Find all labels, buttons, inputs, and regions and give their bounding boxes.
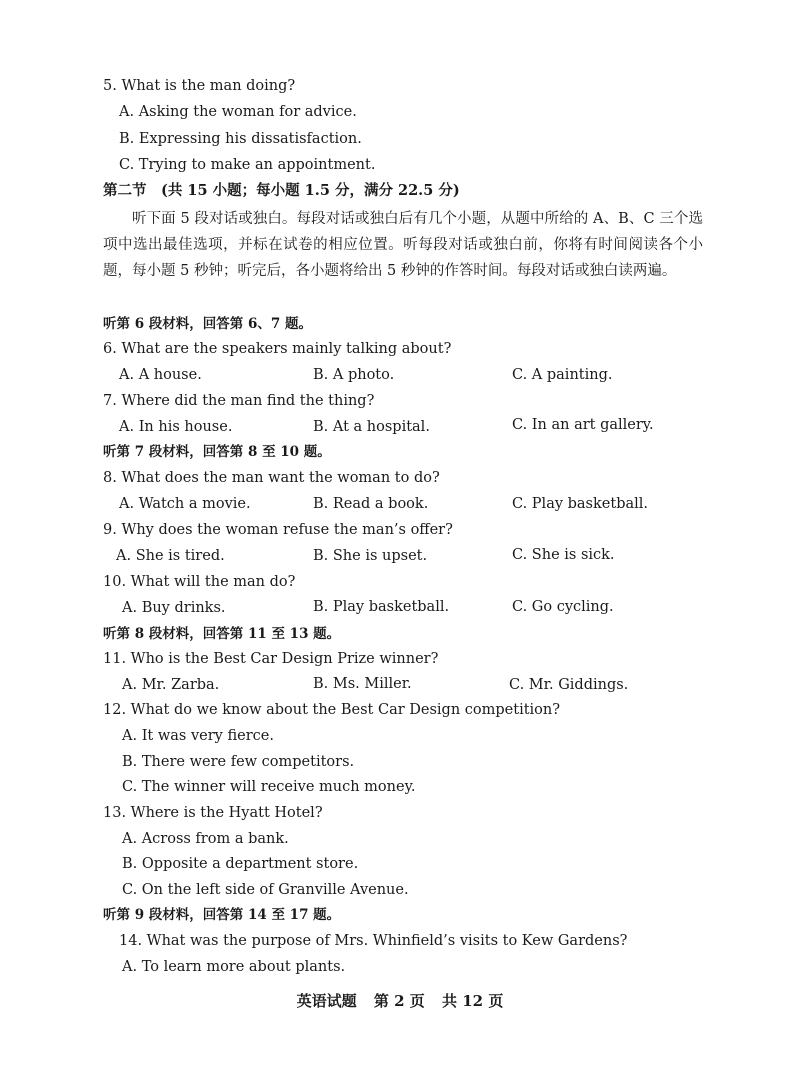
q7-option-a: A. In his house.	[119, 419, 233, 435]
q9-option-c: C. She is sick.	[512, 547, 615, 563]
q11-option-c: C. Mr. Giddings.	[509, 677, 629, 693]
question-7: 7. Where did the man find the thing?	[103, 393, 375, 409]
q10-option-a: A. Buy drinks.	[122, 600, 226, 616]
question-8: 8. What does the man want the woman to do?	[103, 470, 440, 486]
q6-option-b: B. A photo.	[313, 367, 395, 383]
question-6: 6. What are the speakers mainly talking about?	[103, 341, 452, 357]
question-9: 9. Why does the woman refuse the man’s offer?	[103, 522, 453, 538]
question-11: 11. Who is the Best Car Design Prize winner?	[103, 651, 439, 667]
q8-option-a: A. Watch a movie.	[119, 496, 251, 512]
q9-option-a: A. She is tired.	[116, 548, 225, 564]
q8-option-b: B. Read a book.	[313, 496, 429, 512]
q6-option-a: A. A house.	[119, 367, 202, 383]
question-14: 14. What was the purpose of Mrs. Whinfield’s visits to Kew Gardens?	[119, 933, 628, 949]
q5-option-a: A. Asking the woman for advice.	[119, 104, 357, 120]
material-9-heading: 听第 9 段材料，回答第 14 至 17 题。	[103, 907, 341, 923]
q11-option-a: A. Mr. Zarba.	[122, 677, 220, 693]
q11-option-b: B. Ms. Miller.	[313, 676, 412, 692]
q13-option-b: B. Opposite a department store.	[122, 856, 359, 872]
material-6-heading: 听第 6 段材料，回答第 6、7 题。	[103, 316, 312, 332]
q12-option-c: C. The winner will receive much money.	[122, 779, 416, 795]
page-footer	[0, 990, 800, 1011]
question-13: 13. Where is the Hyatt Hotel?	[103, 805, 323, 821]
material-8-heading: 听第 8 段材料，回答第 11 至 13 题。	[103, 626, 341, 642]
section-2-instructions: 听下面 5 段对话或独白。每段对话或独白后有几个小题，从题中所给的 A、B、C 三个选项中选出最佳选项，并标在试卷的相应位置。听每段对话或独白前，你将有时间阅读各个小题，每小题 5 秒钟；听完后，各小题将给出 5 秒钟的作答时间。每段对话或独白读两遍。	[103, 211, 703, 279]
footer-subject: 英语试题	[296, 992, 357, 1010]
q8-option-c: C. Play basketball.	[512, 496, 649, 512]
q5-option-c: C. Trying to make an appointment.	[119, 157, 376, 173]
q7-option-c: C. In an art gallery.	[512, 417, 654, 433]
q13-option-c: C. On the left side of Granville Avenue.	[122, 882, 409, 898]
q14-option-a: A. To learn more about plants.	[122, 959, 346, 975]
section-2-heading: 第二节 (共 15 小题；每小题 1.5 分，满分 22.5 分)	[103, 182, 460, 199]
q9-option-b: B. She is upset.	[313, 548, 428, 564]
footer-page-number: 第 2 页	[373, 992, 425, 1010]
material-7-heading: 听第 7 段材料，回答第 8 至 10 题。	[103, 444, 331, 460]
q7-option-b: B. At a hospital.	[313, 419, 430, 435]
q5-option-b: B. Expressing his dissatisfaction.	[119, 131, 362, 147]
footer-total-pages: 共 12 页	[442, 992, 504, 1010]
q12-option-b: B. There were few competitors.	[122, 754, 355, 770]
q13-option-a: A. Across from a bank.	[122, 831, 289, 847]
question-10: 10. What will the man do?	[103, 574, 296, 590]
q10-option-c: C. Go cycling.	[512, 599, 614, 615]
question-12: 12. What do we know about the Best Car Design competition?	[103, 702, 561, 718]
question-5: 5. What is the man doing?	[103, 78, 296, 94]
q6-option-c: C. A painting.	[512, 367, 613, 383]
q12-option-a: A. It was very fierce.	[122, 728, 274, 744]
q10-option-b: B. Play basketball.	[313, 599, 450, 615]
